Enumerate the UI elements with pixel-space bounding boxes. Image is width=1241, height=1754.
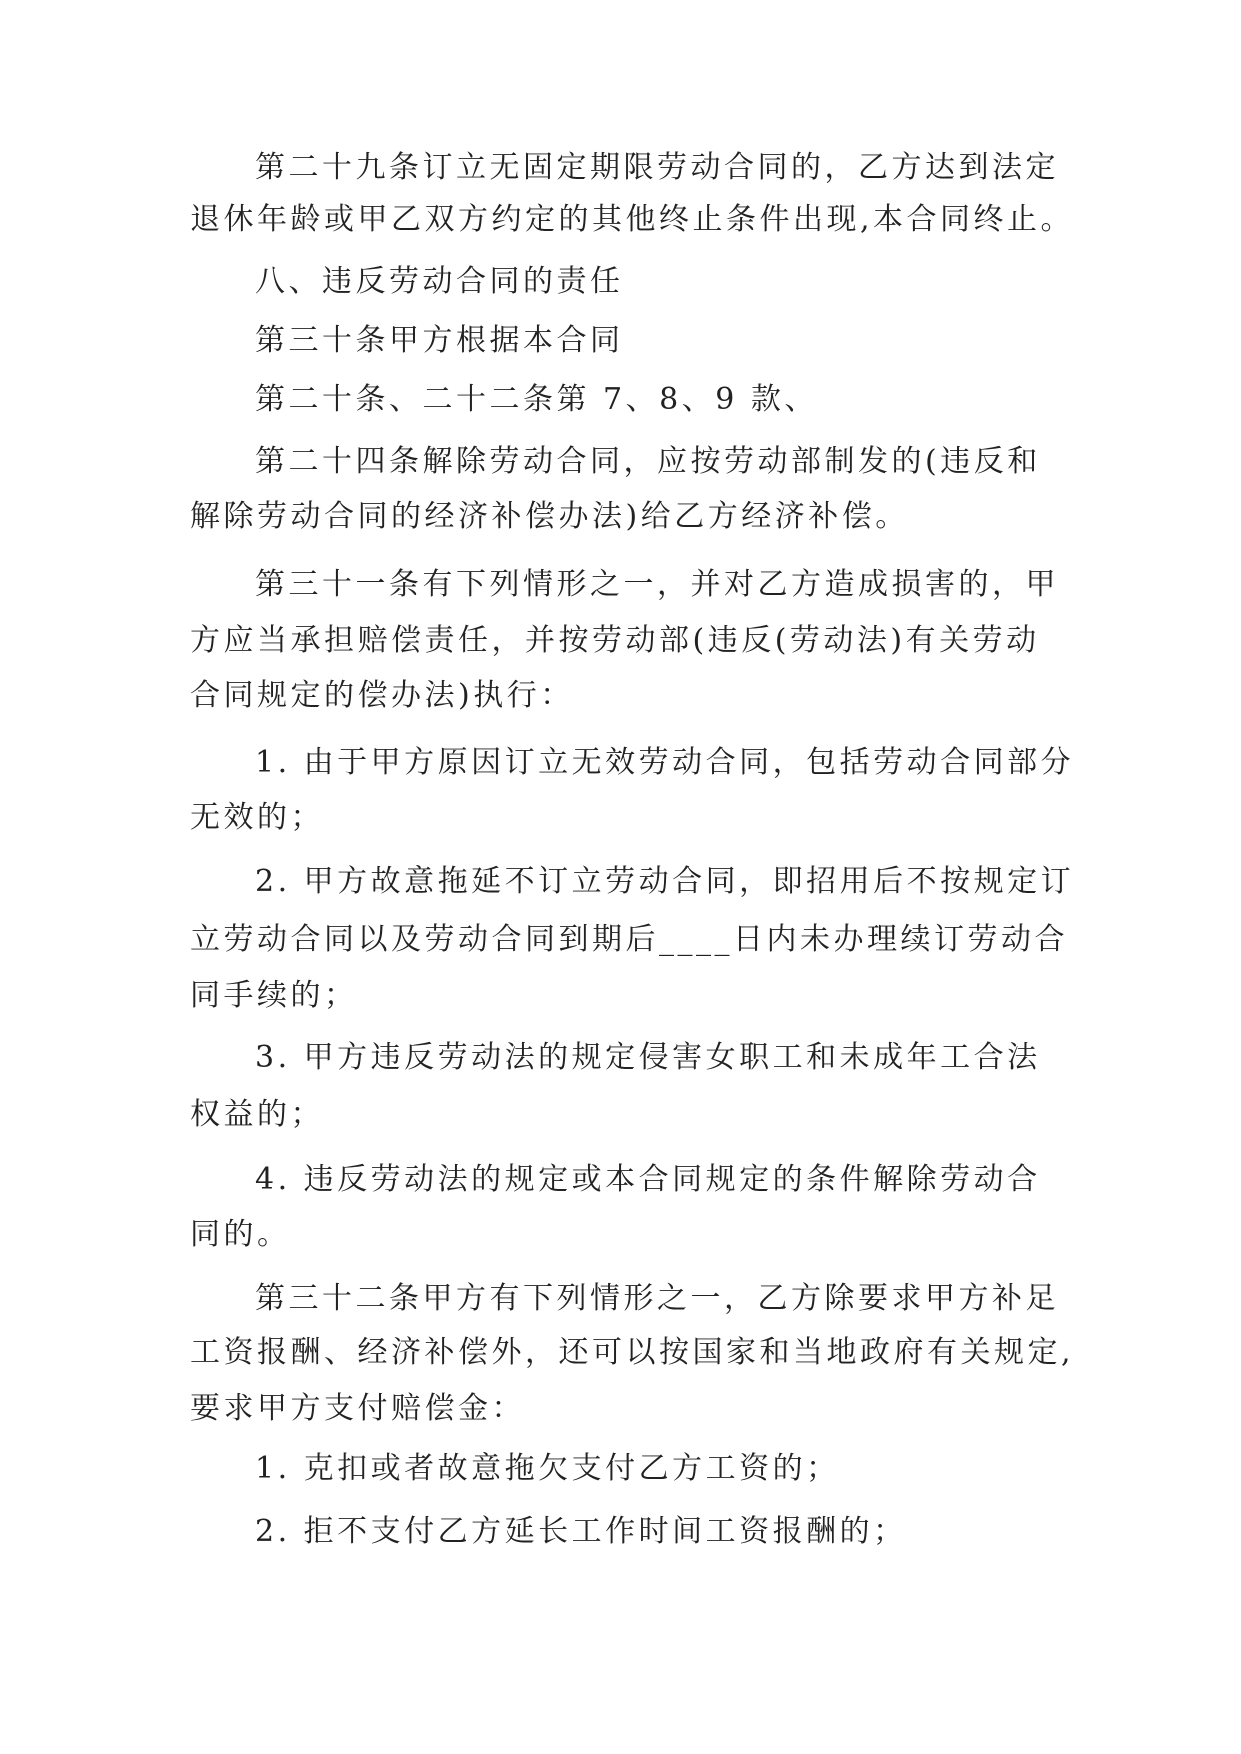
text-line: 方应当承担赔偿责任，并按劳动部(违反(劳动法)有关劳动	[190, 623, 1040, 658]
section-heading: 八、违反劳动合同的责任	[255, 264, 624, 299]
list-item: 4. 违反劳动法的规定或本合同规定的条件解除劳动合	[255, 1162, 1041, 1197]
text-line: 同手续的；	[190, 978, 358, 1013]
list-item: 2. 拒不支付乙方延长工作时间工资报酬的；	[255, 1514, 907, 1549]
text-line: 第二十条、二十二条第 7、8、9 款、	[255, 382, 818, 417]
text-line: 立劳动合同以及劳动合同到期后____日内未办理续订劳动合	[190, 922, 1068, 957]
text-line: 合同规定的偿办法)执行：	[190, 678, 574, 713]
text-line: 权益的；	[190, 1097, 324, 1132]
text-line: 第二十九条订立无固定期限劳动合同的，乙方达到法定	[255, 150, 1059, 185]
text-line: 无效的；	[190, 800, 324, 835]
text-line: 解除劳动合同的经济补偿办法)给乙方经济补偿。	[190, 499, 909, 534]
text-line: 第三十二条甲方有下列情形之一，乙方除要求甲方补足	[255, 1281, 1059, 1316]
text-line: 工资报酬、经济补偿外，还可以按国家和当地政府有关规定,	[190, 1335, 1075, 1370]
text-line: 第二十四条解除劳动合同，应按劳动部制发的(违反和	[255, 444, 1041, 479]
list-item: 1. 克扣或者故意拖欠支付乙方工资的；	[255, 1451, 840, 1486]
text-line: 第三十条甲方根据本合同	[255, 323, 624, 358]
text-line: 同的。	[190, 1217, 291, 1252]
list-item: 3. 甲方违反劳动法的规定侵害女职工和未成年工合法	[255, 1040, 1041, 1075]
text-line: 第三十一条有下列情形之一，并对乙方造成损害的，甲	[255, 567, 1059, 602]
list-item: 2. 甲方故意拖延不订立劳动合同，即招用后不按规定订	[255, 864, 1075, 899]
text-line: 要求甲方支付赔偿金：	[190, 1391, 525, 1426]
list-item: 1. 由于甲方原因订立无效劳动合同，包括劳动合同部分	[255, 745, 1075, 780]
text-line: 退休年龄或甲乙双方约定的其他终止条件出现,本合同终止。	[190, 202, 1075, 237]
